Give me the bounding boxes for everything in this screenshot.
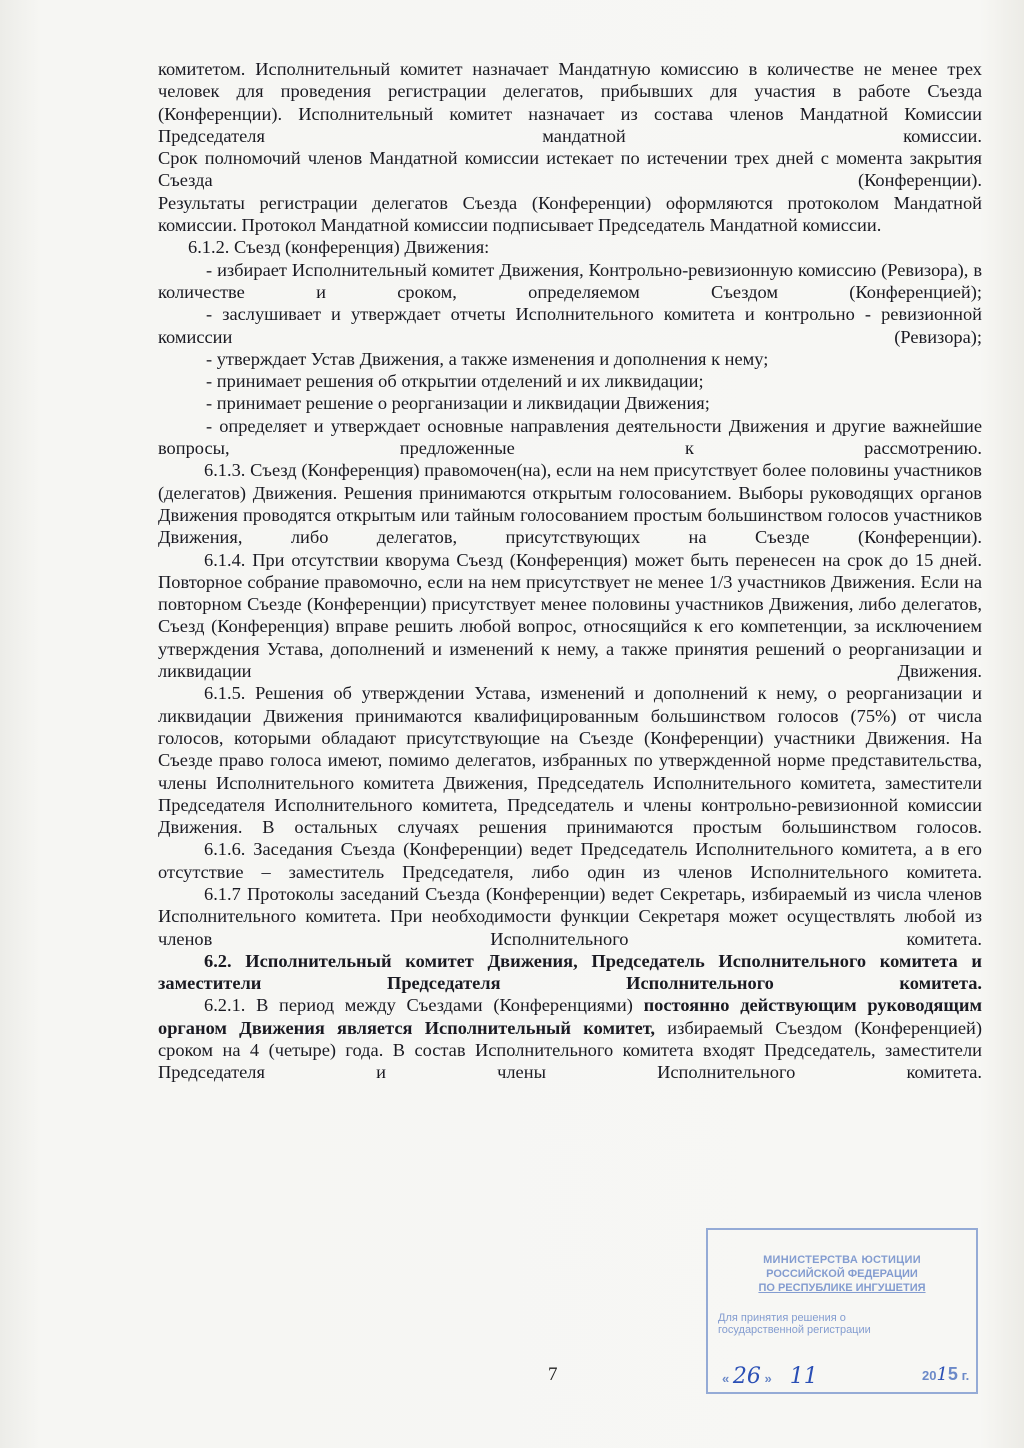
paragraph-6-2-1-lead: 6.2.1. В период между Съездами (Конференциями) <box>204 995 633 1016</box>
stamp-date <box>722 1364 972 1389</box>
paragraph-6-1-3: 6.1.3. Съезд (Конференция) правомочен(на), если на нем присутствует более половины участников (делегатов) Движения. Решения принимаются открытым голосованием. Выборы руководящих органов Движения проводятся открытым или тайным голосованием простым большинством голосов участников Движения, либо делегатов, присутствующих на Съезде (Конференции). <box>158 460 982 548</box>
paragraph-6-2-1 <box>158 994 982 1083</box>
paragraph-mandate-commission: комитетом. Исполнительный комитет назначает Мандатную комиссию в количестве не менее трех человек для проведения регистрации делегатов, прибывших для участия в работе Съезда (Конференции). Исполнительный комитет назначает из состава членов Мандатной Комиссии Председателя мандатной комиссии. <box>158 59 982 146</box>
stamp-date-year-prefix: 20 <box>922 1368 937 1383</box>
paragraph-registration-results: Результаты регистрации делегатов Съезда (Конференции) оформляются протоколом Мандатной комиссии. Протокол Мандатной комиссии подписывает Председатель Мандатной комиссии. <box>158 192 982 236</box>
list-item-opens-branches: - принимает решения об открытии отделений и их ликвидации; <box>206 371 704 392</box>
stamp-line-federation: РОССИЙСКОЙ ФЕДЕРАЦИИ <box>766 1268 918 1280</box>
stamp-line-purpose: Для принятия решения о государственной регистрации <box>718 1312 871 1336</box>
paragraph-6-1-6: 6.1.6. Заседания Съезда (Конференции) ведет Председатель Исполнительного комитета, а в его отсутствие – заместитель Председателя, либо один из членов Исполнительного комитета. <box>158 839 982 882</box>
stamp-date-close-quote: » <box>764 1371 772 1386</box>
bleed-through-margin <box>0 0 30 1448</box>
list-item-elects: - избирает Исполнительный комитет Движения, Контрольно-ревизионную комиссию (Ревизора), в количестве и сроком, определяемом Съездом (Конференцией); <box>158 259 982 302</box>
paragraph-6-2-1-tail: избираемый Съездом (Конференцией) сроком на 4 (четыре) года. В состав Исполнительного комитета входят Председатель, заместители Председателя и члены Исполнительного комитета. <box>158 1017 982 1083</box>
section-heading-6-2: 6.2. Исполнительный комитет Движения, Председатель Исполнительного комитета и заместители Председателя Исполнительного комитета. <box>158 950 982 994</box>
paragraph-mandate-term: Срок полномочий членов Мандатной комиссии истекает по истечении трех дней с момента закрытия Съезда (Конференции). <box>158 148 982 191</box>
paragraph-6-2-1-bold: постоянно действующим руководящим органом Движения является Исполнительный комитет, <box>158 995 982 1038</box>
registration-stamp <box>706 1228 978 1394</box>
stamp-line-region: ПО РЕСПУБЛИКЕ ИНГУШЕТИЯ <box>758 1282 926 1294</box>
stamp-date-year-suffix: г. <box>961 1368 970 1383</box>
list-item-reorganization: - принимает решение о реорганизации и ликвидации Движения; <box>206 393 710 414</box>
list-item-approves-charter: - утверждает Устав Движения, а также изменения и дополнения к нему; <box>206 348 769 369</box>
list-item-directions: - определяет и утверждает основные направления деятельности Движения и другие важнейшие вопросы, предложенные к рассмотрению. <box>158 415 982 459</box>
paragraph-6-1-5: 6.1.5. Решения об утверждении Устава, изменений и дополнений к нему, о реорганизации и ликвидации Движения принимаются квалифицированным большинством голосов (75%) от числа голосов, которыми обладают присутствующие на Съезде (Конференции) участники Движения. На Съезде право голоса имеют, помимо делегатов, избранных по утвержденной норме представительства, члены Исполнительного комитета Движения, Председатель Исполнительного комитета, заместители Председателя Исполнительного комитета, Председатель и члены контрольно-ревизионной комиссии Движения. В остальных случаях решения принимаются простым большинством голосов. <box>158 683 982 838</box>
stamp-date-month: 11 <box>789 1364 818 1389</box>
page-number: 7 <box>548 1364 558 1385</box>
stamp-date-year: 2015 г. <box>922 1364 970 1385</box>
stamp-date-day: 26 <box>732 1364 761 1389</box>
paragraph-6-1-7: 6.1.7 Протоколы заседаний Съезда (Конференции) ведет Секретарь, избираемый из числа членов Исполнительного комитета. При необходимости функции Секретаря может осуществлять любой из членов Исполнительного комитета. <box>158 883 982 949</box>
paragraph-6-1-4: 6.1.4. При отсутствии кворума Съезд (Конференция) может быть перенесен на срок до 15 дней. Повторное собрание правомочно, если на нем присутствует не менее 1/3 участников Движения. Если на повторном Съезде (Конференции) присутствует менее половины участников Движения, либо делегатов, Съезд (Конференция) вправе решить любой вопрос, относящийся к его компетенции, за исключением утверждения Устава, дополнений и изменений к нему, а также принятия решений о реорганизации и ликвидации Движения. <box>158 549 982 682</box>
list-item-hears-reports: - заслушивает и утверждает отчеты Исполнительного комитета и контрольно - ревизионной комиссии (Ревизора); <box>158 304 982 347</box>
stamp-date-open-quote: « <box>722 1371 730 1386</box>
paragraph-6-1-2-heading: 6.1.2. Съезд (конференция) Движения: <box>188 237 490 258</box>
document-body <box>158 58 982 1084</box>
stamp-line-ministry: МИНИСТЕРСТВА ЮСТИЦИИ <box>763 1254 921 1266</box>
